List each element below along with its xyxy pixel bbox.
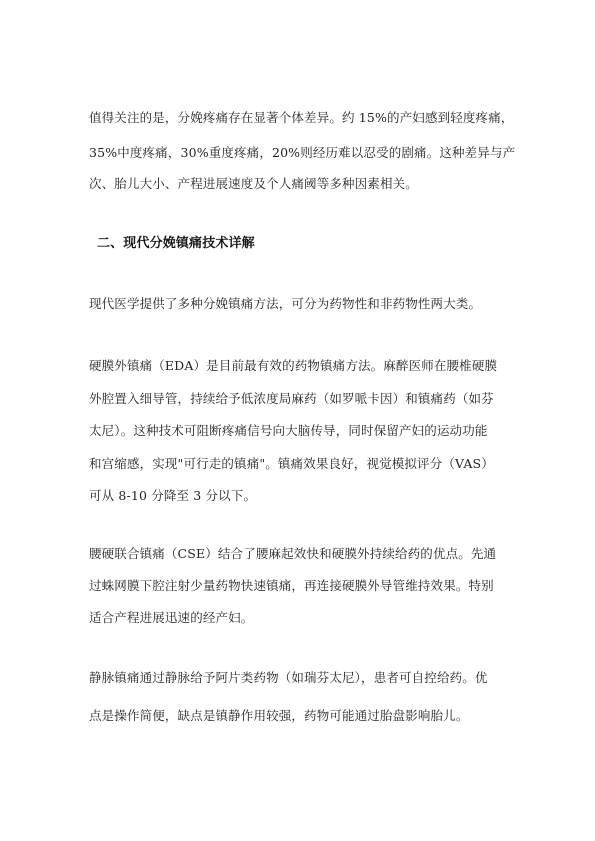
paragraph-1-line-3: 次、胎儿大小、产程进展速度及个人痛阈等多种因素相关。: [89, 176, 418, 191]
paragraph-1-line-1: 值得关注的是，分娩疼痛存在显著个体差异。约 15%的产妇感到轻度疼痛，: [89, 110, 514, 125]
paragraph-5-line-1: 静脉镇痛通过静脉给予阿片类药物（如瑞芬太尼），患者可自控给药。优: [89, 670, 488, 685]
paragraph-3-line-3: 太尼）。这种技术可阻断疼痛信号向大脑传导，同时保留产妇的运动功能: [89, 423, 488, 438]
paragraph-5-line-2: 点是操作简便，缺点是镇静作用较强，药物可能通过胎盘影响胎儿。: [89, 708, 469, 723]
paragraph-3-line-5: 可从 8-10 分降至 3 分以下。: [89, 488, 257, 503]
paragraph-2-line-1: 现代医学提供了多种分娩镇痛方法，可分为药物性和非药物性两大类。: [89, 296, 482, 311]
section-heading: 二、现代分娩镇痛技术详解: [97, 236, 255, 251]
paragraph-3-line-4: 和宫缩感，实现"可行走的镇痛"。镇痛效果良好，视觉模拟评分（VAS）: [89, 456, 494, 471]
paragraph-4-line-3: 适合产程进展迅速的经产妇。: [89, 610, 254, 625]
paragraph-3-line-1: 硬膜外镇痛（EDA）是目前最有效的药物镇痛方法。麻醉医师在腰椎硬膜: [89, 358, 498, 373]
paragraph-4-line-1: 腰硬联合镇痛（CSE）结合了腰麻起效快和硬膜外持续给药的优点。先通: [89, 546, 497, 561]
paragraph-1-line-2: 35%中度疼痛，30%重度疼痛，20%则经历难以忍受的剧痛。这种差异与产: [89, 145, 516, 160]
paragraph-4-line-2: 过蛛网膜下腔注射少量药物快速镇痛，再连接硬膜外导管维持效果。特别: [89, 578, 494, 593]
paragraph-3-line-2: 外腔置入细导管，持续给予低浓度局麻药（如罗哌卡因）和镇痛药（如芬: [89, 391, 494, 406]
